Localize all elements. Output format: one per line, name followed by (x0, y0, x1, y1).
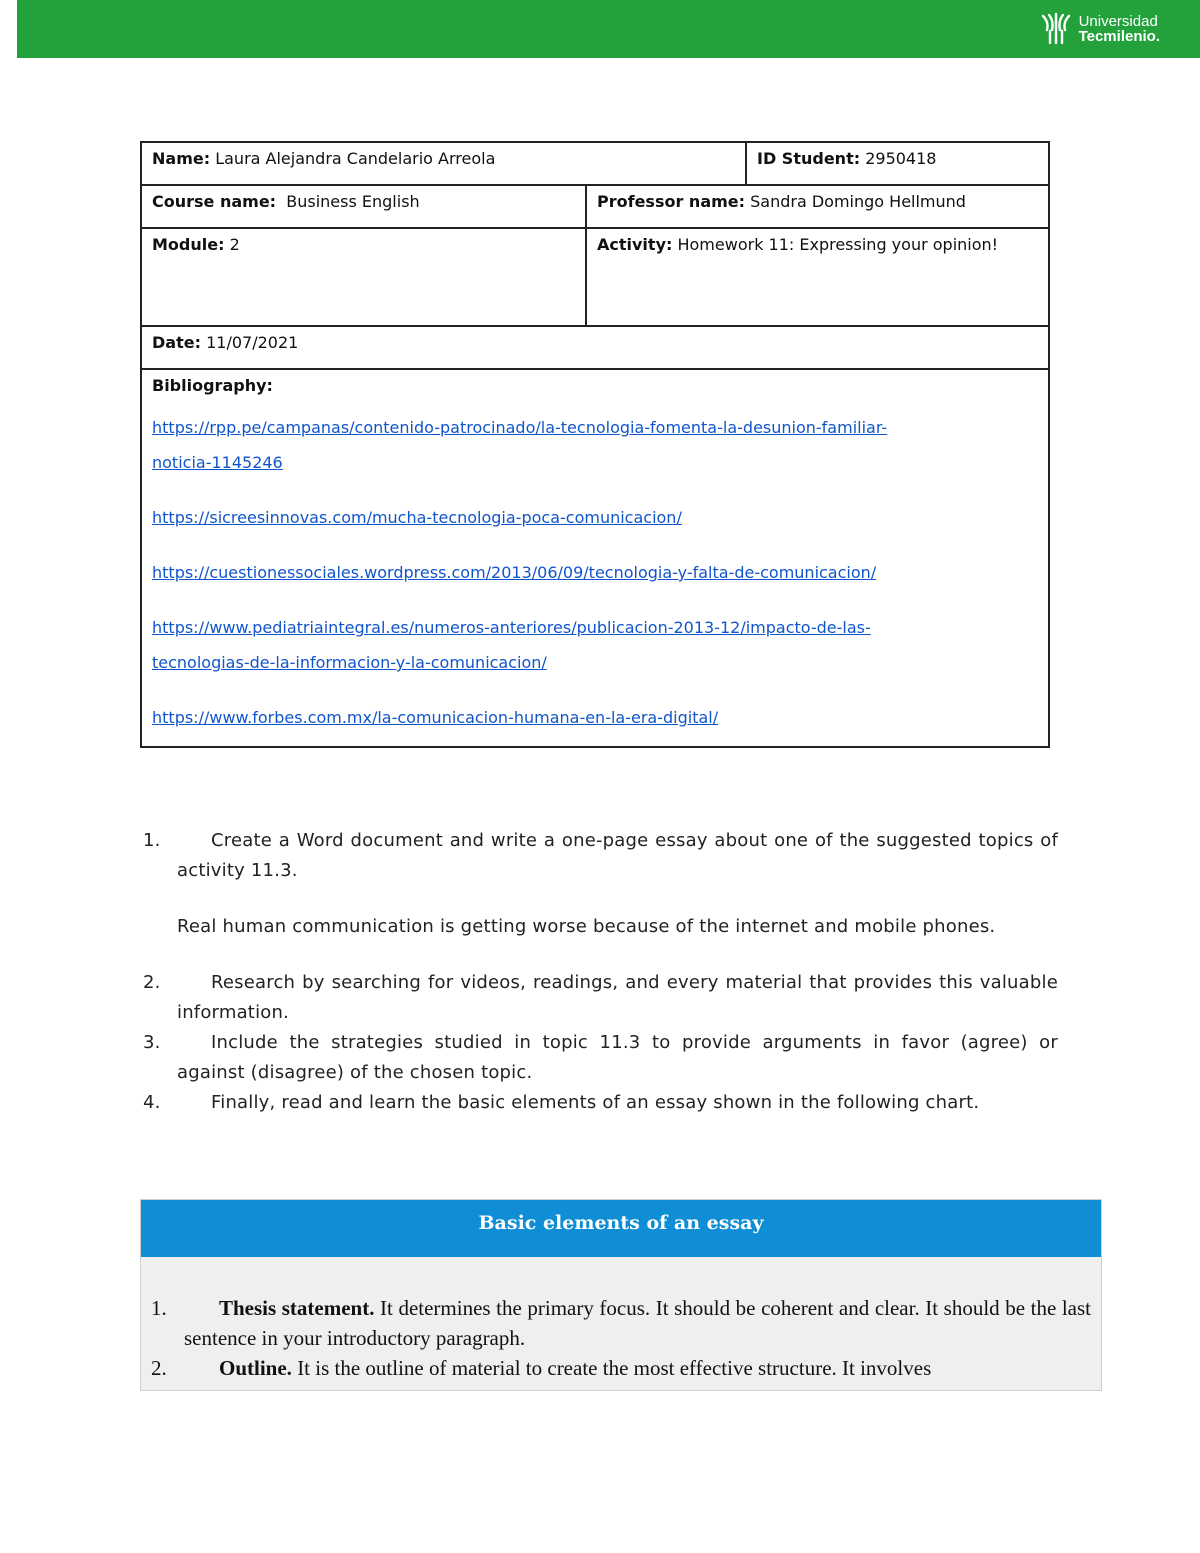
list-number: 1. (143, 830, 161, 851)
activity-cell (586, 228, 1049, 326)
element-description: It determines the primary focus. It should be coherent and clear. It should be the last sentence in your introductory paragraph. (184, 1296, 1092, 1350)
activity-name: Homework 11: Expressing your opinion! (677, 235, 999, 254)
list-item-text: Research by searching for videos, readings, and every material that provides this valuable information. (177, 972, 1058, 1023)
chart-body (141, 1257, 1101, 1383)
id-cell (746, 142, 1049, 185)
module-label: Module: (152, 235, 225, 254)
list-number: 4. (143, 1092, 161, 1113)
list-number: 2. (143, 972, 161, 993)
tecmilenio-logo-icon (1039, 12, 1073, 46)
name-cell (141, 142, 746, 185)
bibliography-link[interactable]: https://rpp.pe/campanas/contenido-patrocinado/la-tecnologia-fomenta-la-desunion-familiar- (152, 418, 888, 437)
chart-title: Basic elements of an essay (141, 1200, 1101, 1257)
course-cell (141, 185, 586, 228)
university-logo (1039, 10, 1160, 48)
date-label: Date: (152, 333, 201, 352)
date-cell (141, 326, 1049, 369)
date-value: 11/07/2021 (206, 333, 299, 352)
course-name: Business English (286, 192, 420, 211)
list-item-text: Create a Word document and write a one-page essay about one of the suggested topics of activity 11.3. (177, 830, 1058, 881)
bibliography-cell (141, 369, 1049, 747)
course-label: Course name: (152, 192, 277, 211)
module-cell (141, 228, 586, 326)
professor-name: Sandra Domingo Hellmund (750, 192, 966, 211)
logo-line1: Universidad (1078, 13, 1158, 30)
module-number: 2 (229, 235, 240, 254)
bibliography-link[interactable]: https://sicreesinnovas.com/mucha-tecnologia-poca-comunicacion/ (152, 508, 682, 527)
element-term: Thesis statement. (219, 1296, 375, 1320)
list-item-text: Include the strategies studied in topic 11.3 to provide arguments in favor (agree) or against (disagree) of the chosen topic. (177, 1032, 1058, 1083)
professor-cell (586, 185, 1049, 228)
id-label: ID Student: (757, 149, 861, 168)
element-term: Outline. (219, 1356, 292, 1380)
instructions-list (140, 826, 1058, 1118)
bibliography-label: Bibliography: (152, 376, 273, 395)
list-item-text (184, 1293, 1091, 1353)
list-item-text (184, 1353, 1091, 1383)
list-item-text: Finally, read and learn the basic elements of an essay shown in the following chart. (211, 1092, 980, 1113)
essay-topic: Real human communication is getting worse because of the internet and mobile phones. (177, 916, 996, 937)
logo-line2: Tecmilenio. (1078, 28, 1160, 45)
bibliography-link[interactable]: https://www.forbes.com.mx/la-comunicacion-humana-en-la-era-digital/ (152, 708, 719, 727)
student-id: 2950418 (865, 149, 937, 168)
professor-label: Professor name: (597, 192, 746, 211)
list-item (140, 826, 1058, 942)
name-label: Name: (152, 149, 211, 168)
student-name: Laura Alejandra Candelario Arreola (215, 149, 496, 168)
bibliography-link[interactable]: https://www.pediatriaintegral.es/numeros-anteriores/publicacion-2013-12/impacto-de-las- (152, 618, 871, 637)
list-number: 2. (151, 1356, 167, 1380)
activity-label: Activity: (597, 235, 673, 254)
bibliography-link-continued[interactable]: noticia-1145246 (152, 453, 283, 472)
list-item (140, 968, 1058, 1028)
header-bar (17, 0, 1200, 58)
list-item (151, 1353, 1091, 1383)
list-item (151, 1293, 1091, 1353)
bibliography-link-continued[interactable]: tecnologias-de-la-informacion-y-la-comunicacion/ (152, 653, 547, 672)
list-number: 3. (143, 1032, 161, 1053)
bibliography-link[interactable]: https://cuestionessociales.wordpress.com/2013/06/09/tecnologia-y-falta-de-comunicacion/ (152, 563, 877, 582)
list-item (140, 1088, 1058, 1118)
student-info-table (140, 141, 1050, 748)
essay-elements-chart (140, 1199, 1102, 1391)
element-description: It is the outline of material to create the most effective structure. It involves (291, 1356, 932, 1380)
list-item (140, 1028, 1058, 1088)
list-number: 1. (151, 1296, 167, 1320)
